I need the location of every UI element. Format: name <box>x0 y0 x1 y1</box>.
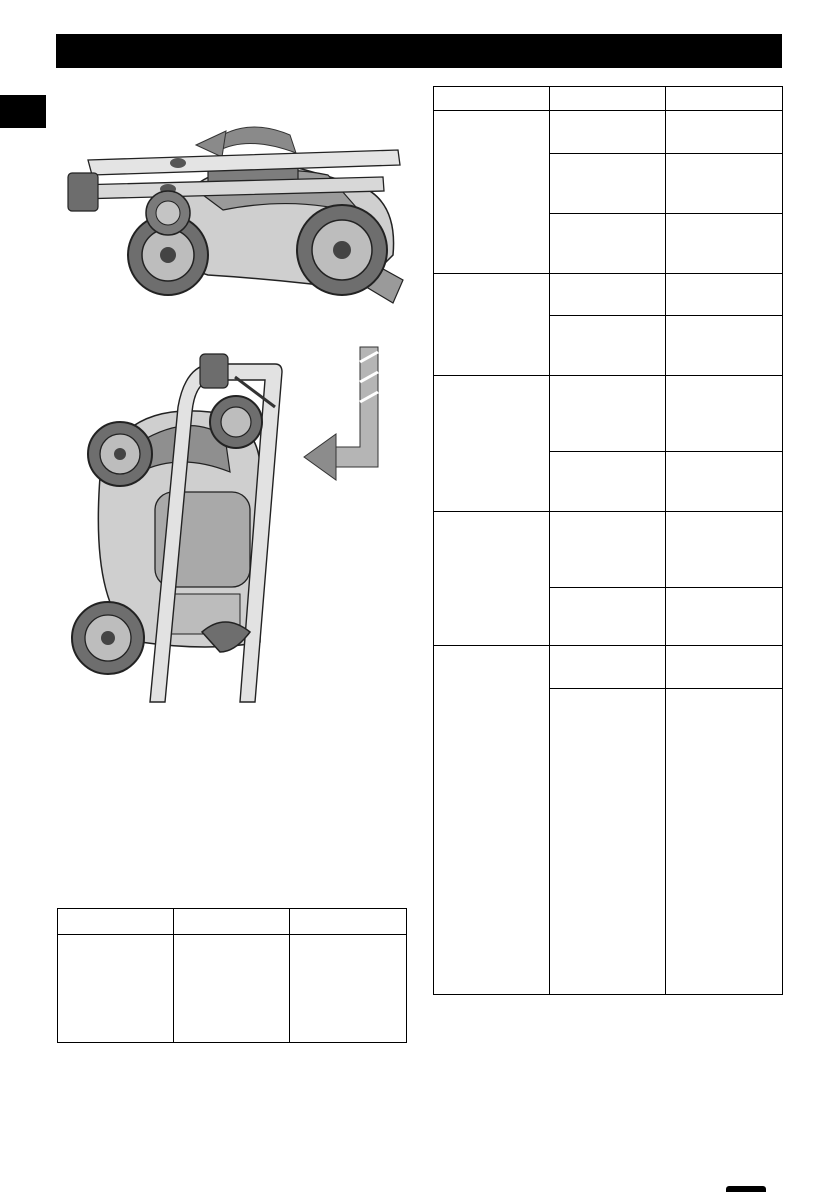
table-row <box>58 935 407 1043</box>
top-right-wheel <box>210 396 262 448</box>
table-cell <box>550 646 666 689</box>
table-cell <box>290 935 407 1043</box>
group-label-cell <box>434 646 550 995</box>
table-cell <box>666 646 783 689</box>
mower-upright-storage-figure <box>60 342 390 712</box>
table-cell <box>174 935 290 1043</box>
table-header-cell <box>174 909 290 935</box>
table-header-row <box>58 909 407 935</box>
table-cell <box>666 154 783 214</box>
table-cell <box>666 689 783 995</box>
table-header-cell <box>666 87 783 111</box>
bottom-left-wheel <box>72 602 144 674</box>
table-cell <box>666 274 783 316</box>
table-cell <box>550 689 666 995</box>
table-row <box>434 512 783 588</box>
table-row <box>434 646 783 689</box>
table-cell <box>666 376 783 452</box>
table-header-row <box>434 87 783 111</box>
table-cell <box>550 154 666 214</box>
small-wheel <box>146 191 190 235</box>
table-row <box>434 111 783 154</box>
group-label-cell <box>434 111 550 274</box>
table-cell <box>550 111 666 154</box>
table-cell <box>666 316 783 376</box>
table-cell <box>550 588 666 646</box>
table-cell <box>550 274 666 316</box>
group-label-cell <box>434 376 550 512</box>
table-cell <box>666 512 783 588</box>
table-header-cell <box>550 87 666 111</box>
down-left-arrow-icon <box>304 347 378 480</box>
table-cell <box>666 588 783 646</box>
table-row <box>434 274 783 316</box>
section-header-bar <box>56 34 782 68</box>
top-left-wheel <box>88 422 152 486</box>
table-header-cell <box>58 909 174 935</box>
mower-handle-folding-figure <box>58 105 408 310</box>
table-cell <box>550 452 666 512</box>
table-header-cell <box>434 87 550 111</box>
page-footer-mark <box>726 1186 766 1192</box>
fold-arrow-icon <box>196 127 296 157</box>
table-cell <box>550 512 666 588</box>
table-cell <box>550 376 666 452</box>
table-cell <box>550 214 666 274</box>
front-wheel <box>297 205 387 295</box>
table-row <box>434 376 783 452</box>
table-cell <box>58 935 174 1043</box>
specification-table-left <box>57 908 407 1043</box>
table-cell <box>666 214 783 274</box>
table-cell <box>550 316 666 376</box>
language-tab <box>0 95 46 128</box>
table-cell <box>666 452 783 512</box>
troubleshooting-table-right <box>433 86 783 995</box>
table-cell <box>666 111 783 154</box>
group-label-cell <box>434 274 550 376</box>
table-header-cell <box>290 909 407 935</box>
group-label-cell <box>434 512 550 646</box>
